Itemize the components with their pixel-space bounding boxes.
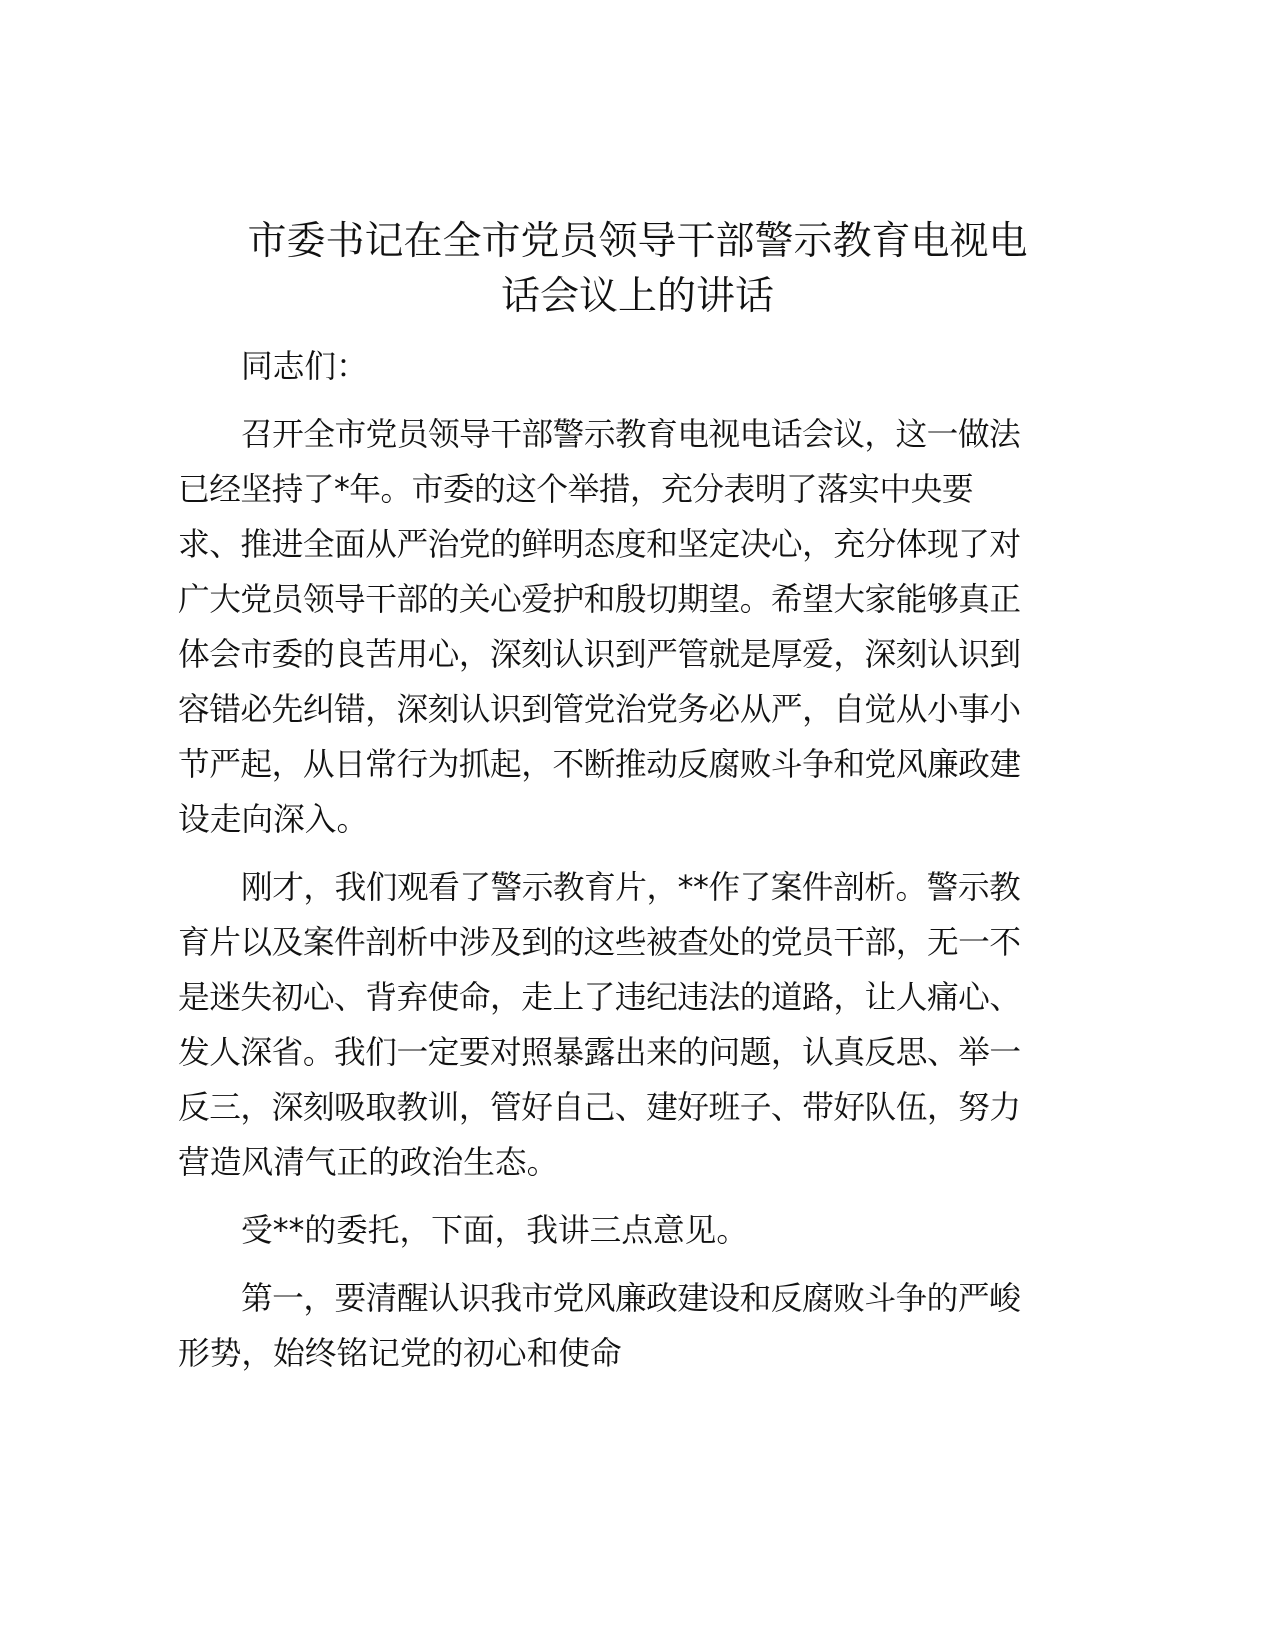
paragraph-line: 已经坚持了*年。市委的这个举措，充分表明了落实中央要 <box>178 472 974 508</box>
paragraph <box>178 1204 1048 1259</box>
title-line: 话会议上的讲话 <box>500 274 774 319</box>
paragraph-line: 形势，始终铭记党的初心和使命 <box>178 1336 622 1372</box>
document-title <box>0 214 1275 324</box>
paragraph-line: 刚才，我们观看了警示教育片，**作了案件剖析。警示教 <box>241 870 1021 906</box>
paragraph-line: 第一，要清醒认识我市党风廉政建设和反腐败斗争的严峻 <box>241 1281 1021 1317</box>
paragraph-line: 育片以及案件剖析中涉及到的这些被查处的党员干部，无一不 <box>178 925 1021 961</box>
paragraph-line: 设走向深入。 <box>178 802 369 838</box>
paragraph-line: 广大党员领导干部的关心爱护和殷切期望。希望大家能够真正 <box>178 582 1021 618</box>
paragraph-line: 反三，深刻吸取教训，管好自己、建好班子、带好队伍，努力 <box>178 1090 1021 1126</box>
paragraph-line: 召开全市党员领导干部警示教育电视电话会议，这一做法 <box>241 417 1021 453</box>
paragraph <box>178 408 1048 848</box>
paragraph <box>178 340 1048 395</box>
paragraph-line: 求、推进全面从严治党的鲜明态度和坚定决心，充分体现了对 <box>178 527 1021 563</box>
paragraph <box>178 1272 1048 1382</box>
paragraph-line: 是迷失初心、背弃使命，走上了违纪违法的道路，让人痛心、 <box>178 980 1021 1016</box>
paragraph-line: 同志们： <box>241 349 368 385</box>
title-line: 市委书记在全市党员领导干部警示教育电视电 <box>247 219 1028 264</box>
paragraph <box>178 861 1048 1191</box>
paragraph-line: 节严起，从日常行为抓起，不断推动反腐败斗争和党风廉政建 <box>178 747 1021 783</box>
paragraph-line: 体会市委的良苦用心，深刻认识到严管就是厚爱，深刻认识到 <box>178 637 1021 673</box>
paragraph-line: 容错必先纠错，深刻认识到管党治党务必从严，自觉从小事小 <box>178 692 1021 728</box>
paragraph-line: 受**的委托，下面，我讲三点意见。 <box>241 1213 748 1249</box>
paragraph-line: 营造风清气正的政治生态。 <box>178 1145 559 1181</box>
paragraph-line: 发人深省。我们一定要对照暴露出来的问题，认真反思、举一 <box>178 1035 1021 1071</box>
document-body <box>178 340 1048 1395</box>
